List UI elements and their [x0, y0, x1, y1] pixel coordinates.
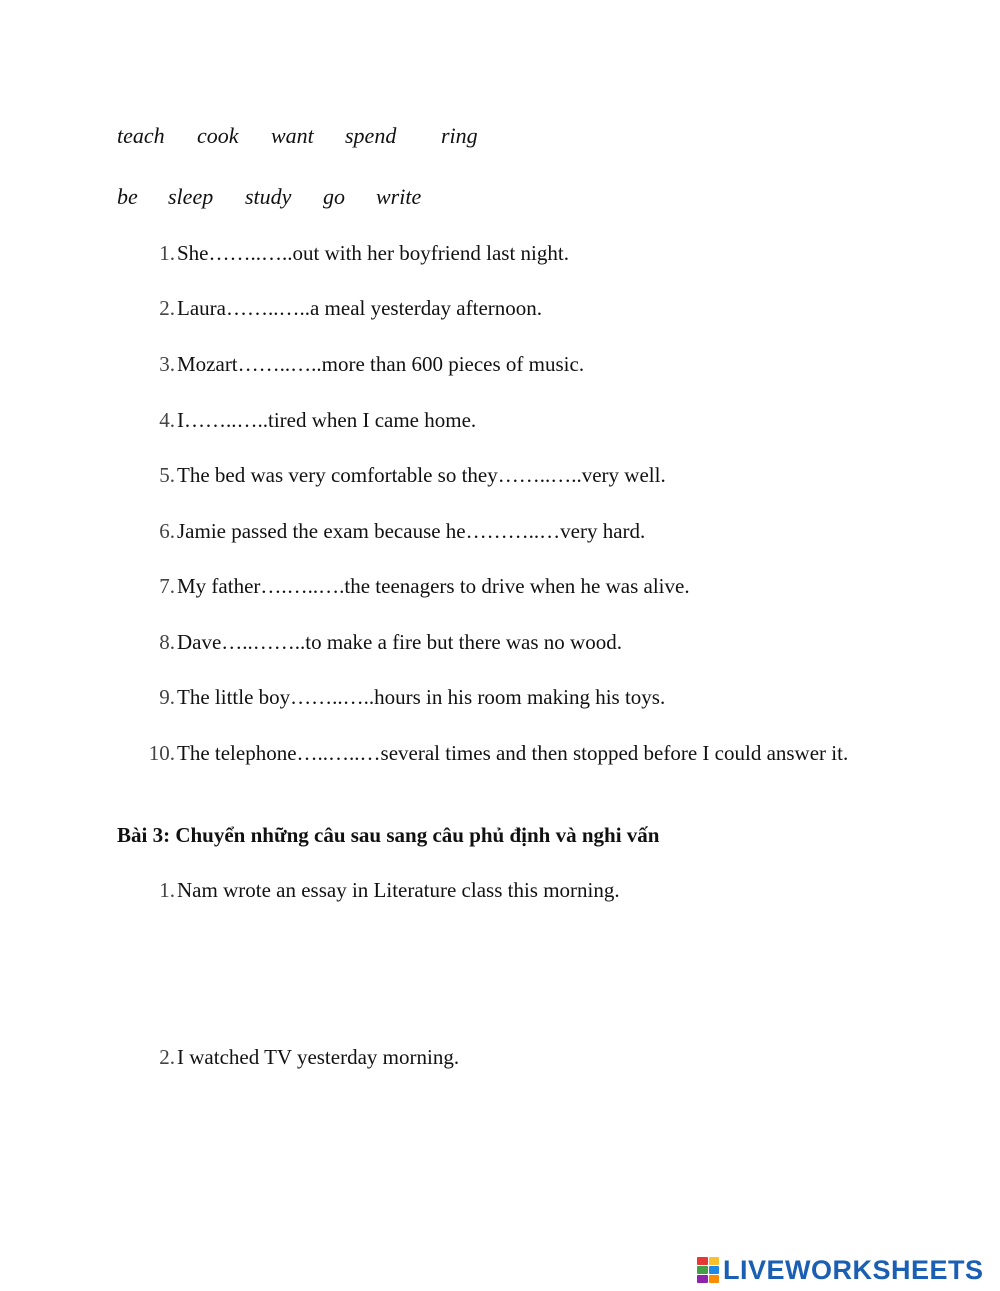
- item-text: The little boy……..…..hours in his room making his toys.: [177, 685, 666, 709]
- item-text: I……..…..tired when I came home.: [177, 408, 477, 432]
- logo-icon-cell: [709, 1257, 720, 1265]
- logo-text: LIVEWORKSHEETS: [723, 1255, 984, 1285]
- word-bank-word: cook: [197, 123, 239, 148]
- exercise3-heading: Bài 3: Chuyển những câu sau sang câu phủ định và nghi vấn: [117, 823, 660, 847]
- logo-icon-cell: [697, 1266, 708, 1274]
- logo-icon-cell: [709, 1275, 720, 1283]
- item-text: Mozart……..…..more than 600 pieces of music.: [177, 352, 585, 376]
- word-bank-word: want: [271, 123, 314, 148]
- item-text: I watched TV yesterday morning.: [177, 1045, 460, 1069]
- item-text: Laura……..…..a meal yesterday afternoon.: [177, 296, 543, 320]
- item-number: 7.: [159, 574, 175, 598]
- logo-icon-cell: [709, 1266, 720, 1274]
- logo-icon-cell: [697, 1257, 708, 1265]
- word-bank-word: sleep: [168, 184, 214, 209]
- word-bank-word: study: [245, 184, 292, 209]
- item-number: 2.: [159, 1045, 175, 1069]
- item-text: She……..…..out with her boyfriend last night.: [177, 241, 569, 265]
- item-text: Dave…..……..to make a fire but there was no wood.: [177, 630, 622, 654]
- item-text: Jamie passed the exam because he………..…very hard.: [177, 519, 646, 543]
- word-bank-word: write: [376, 184, 422, 209]
- item-number: 3.: [159, 352, 175, 376]
- logo-icon-cell: [697, 1275, 708, 1283]
- item-number: 6.: [159, 519, 175, 543]
- liveworksheets-logo: [697, 1255, 984, 1285]
- item-text: The bed was very comfortable so they……..…..very well.: [177, 463, 666, 487]
- item-number: 9.: [159, 685, 175, 709]
- item-number: 2.: [159, 296, 175, 320]
- word-bank-word: be: [117, 184, 138, 209]
- word-bank-word: teach: [117, 123, 165, 148]
- word-bank-word: go: [323, 184, 345, 209]
- item-number: 10.: [148, 741, 175, 765]
- item-text: Nam wrote an essay in Literature class this morning.: [177, 878, 620, 902]
- item-number: 5.: [159, 463, 175, 487]
- item-number: 1.: [159, 241, 175, 265]
- item-text: My father….…..….the teenagers to drive when he was alive.: [177, 574, 690, 598]
- item-number: 1.: [159, 878, 175, 902]
- word-bank-word: ring: [441, 123, 478, 148]
- liveworksheets-logo-icon: [697, 1257, 719, 1283]
- item-number: 8.: [159, 630, 175, 654]
- item-text: The telephone…..…..…several times and then stopped before I could answer it.: [177, 741, 849, 765]
- word-bank-word: spend: [345, 123, 397, 148]
- item-number: 4.: [159, 408, 175, 432]
